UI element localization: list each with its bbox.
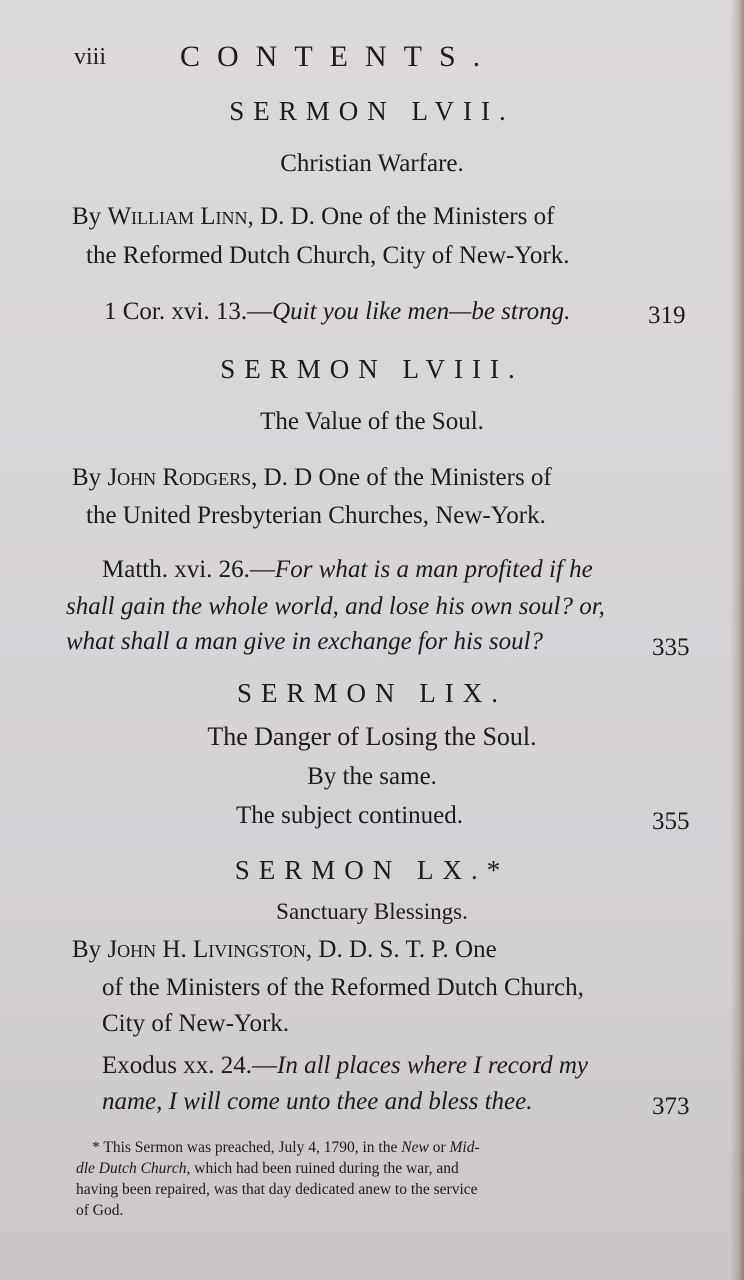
sermon-author-line2-lviii: the United Presbyterian Churches, New-York. <box>86 502 546 529</box>
sermon-text-lvii: 1 Cor. xvi. 13.—Quit you like men—be strong. <box>104 298 571 325</box>
page-ref-lviii: 335 <box>652 634 690 661</box>
sermon-title-lix: The Danger of Losing the Soul. <box>207 722 537 751</box>
page-edge <box>730 0 744 1280</box>
page-ref-lix: 355 <box>652 808 690 835</box>
page-ref-lx: 373 <box>652 1093 690 1120</box>
sermon-heading-lviii: SERMON LVIII. <box>220 354 524 384</box>
footnote-line1: * This Sermon was preached, July 4, 1790, in the New or Mid- <box>92 1139 480 1156</box>
sermon-heading-lvii: SERMON LVII. <box>229 96 515 126</box>
sermon-author-line2-lvii: the Reformed Dutch Church, City of New-York. <box>86 242 570 269</box>
page-title: CONTENTS. <box>180 40 498 73</box>
sermon-author-line2-lx: of the Ministers of the Reformed Dutch Church, <box>102 974 584 1001</box>
page-number: viii <box>74 44 107 70</box>
sermon-heading-lx: SERMON LX.* <box>234 855 510 885</box>
sermon-title-lx: Sanctuary Blessings. <box>276 899 468 924</box>
sermon-heading-lix: SERMON LIX. <box>236 678 507 708</box>
sermon-title-lvii: Christian Warfare. <box>280 150 464 177</box>
author-name: John H. Livingston <box>107 936 306 963</box>
sermon-author-lvii: By William Linn, D. D. One of the Ministers of <box>72 203 555 230</box>
sermon-author-lviii: By John Rodgers, D. D One of the Ministers of <box>72 464 552 491</box>
sermon-author-lx: By John H. Livingston, D. D. S. T. P. One <box>72 936 497 963</box>
sermon-subtitle-lix: The subject continued. <box>236 802 464 829</box>
sermon-text-line2-lviii: shall gain the whole world, and lose his own soul? or, <box>66 593 605 620</box>
footnote-line2: dle Dutch Church, which had been ruined during the war, and <box>76 1160 459 1177</box>
sermon-author-line3-lx: City of New-York. <box>102 1010 290 1037</box>
page-ref-lvii: 319 <box>648 302 686 329</box>
sermon-text-lx: Exodus xx. 24.—In all places where I record my <box>102 1052 589 1079</box>
sermon-byline-lix: By the same. <box>307 763 437 790</box>
footnote-line4: of God. <box>76 1202 124 1219</box>
author-name: William Linn <box>107 203 248 230</box>
sermon-text-lviii: Matth. xvi. 26.—For what is a man profited if he <box>102 556 593 583</box>
sermon-text-line3-lviii: what shall a man give in exchange for his soul? <box>66 628 544 655</box>
sermon-title-lviii: The Value of the Soul. <box>260 408 484 435</box>
footnote-line3: having been repaired, was that day dedicated anew to the service <box>76 1181 478 1198</box>
sermon-text-line2-lx: name, I will come unto thee and bless thee. <box>102 1088 533 1115</box>
author-name: John Rodgers <box>107 464 252 491</box>
